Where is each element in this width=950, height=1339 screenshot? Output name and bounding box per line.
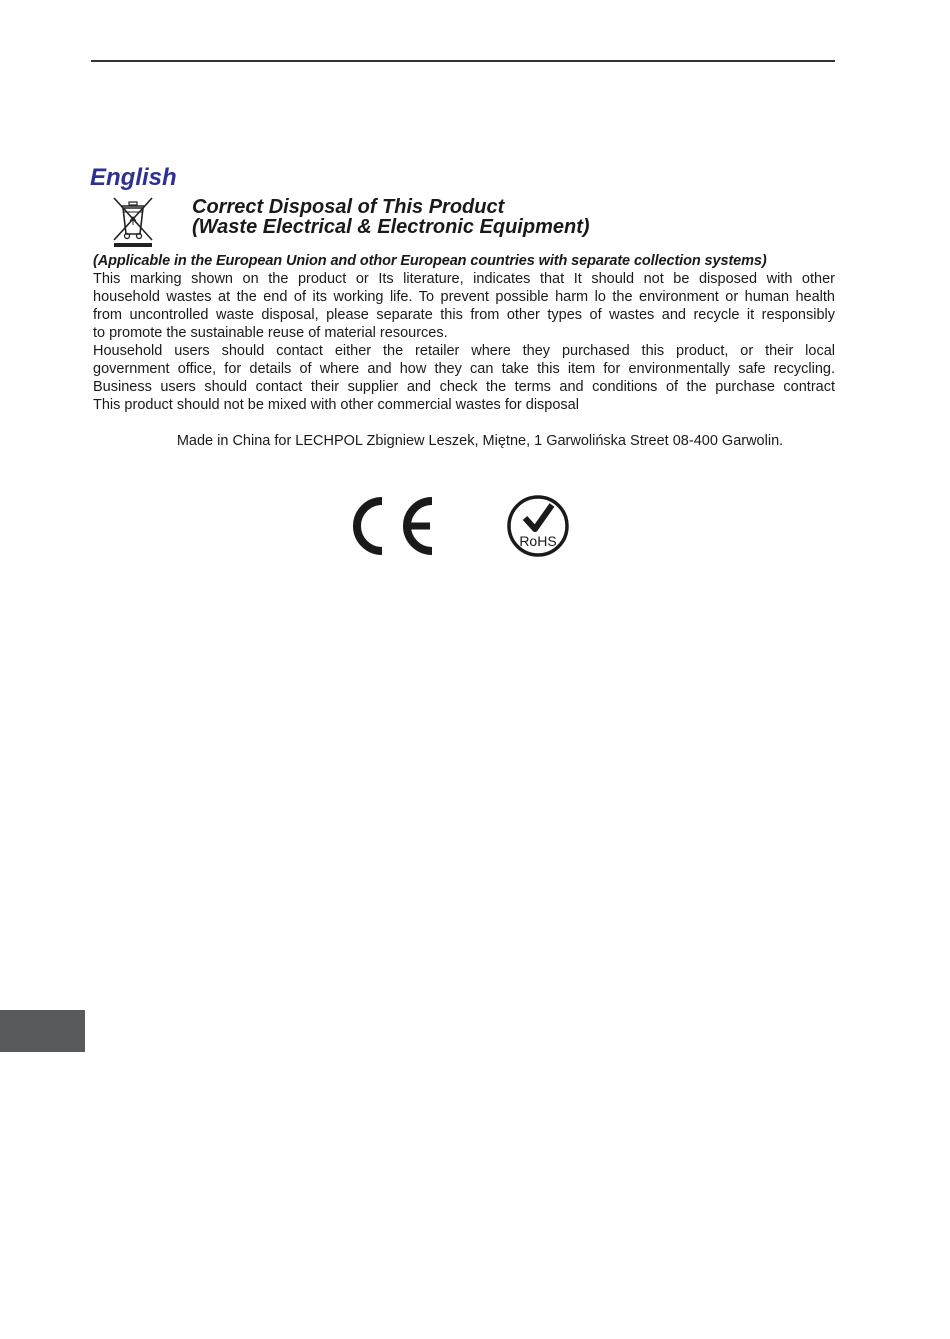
header-rule [91, 60, 835, 62]
body-line: Business users should contact their supplier and check the terms and conditions of the purchase contract [93, 379, 835, 395]
body-line: to promote the sustainable reuse of material resources. [93, 325, 448, 341]
body-line: This product should not be mixed with other commercial wastes for disposal [93, 397, 579, 413]
page-tab-marker [0, 1010, 85, 1052]
ce-mark-icon [352, 497, 434, 555]
language-heading: English [90, 164, 177, 191]
disposal-body [93, 252, 835, 414]
title-line-1: Correct Disposal of This Product [192, 196, 505, 218]
applicable-note: (Applicable in the European Union and othor European countries with separate collection systems) [93, 253, 767, 269]
manufacturer-note: Made in China for LECHPOL Zbigniew Leszek, Miętne, 1 Garwolińska Street 08-400 Garwolin. [176, 433, 784, 449]
rohs-label: RoHS [519, 533, 557, 549]
body-line: Household users should contact either the retailer where they purchased this product, or their local [93, 343, 835, 359]
crossed-out-wheelie-bin-icon [110, 196, 156, 248]
body-line: household wastes at the end of its working life. To prevent possible harm lo the environment or human health [93, 289, 835, 305]
rohs-check-icon [506, 494, 570, 558]
disposal-title [192, 197, 590, 237]
body-line: This marking shown on the product or Its literature, indicates that It should not be disposed with other [93, 271, 835, 287]
title-line-2: (Waste Electrical & Electronic Equipment) [192, 216, 590, 238]
body-line: government office, for details of where and how they can take this item for environmentally safe recycling. [93, 361, 835, 377]
body-line: from uncontrolled waste disposal, please separate this from other types of wastes and recycle it responsibly [93, 307, 835, 323]
